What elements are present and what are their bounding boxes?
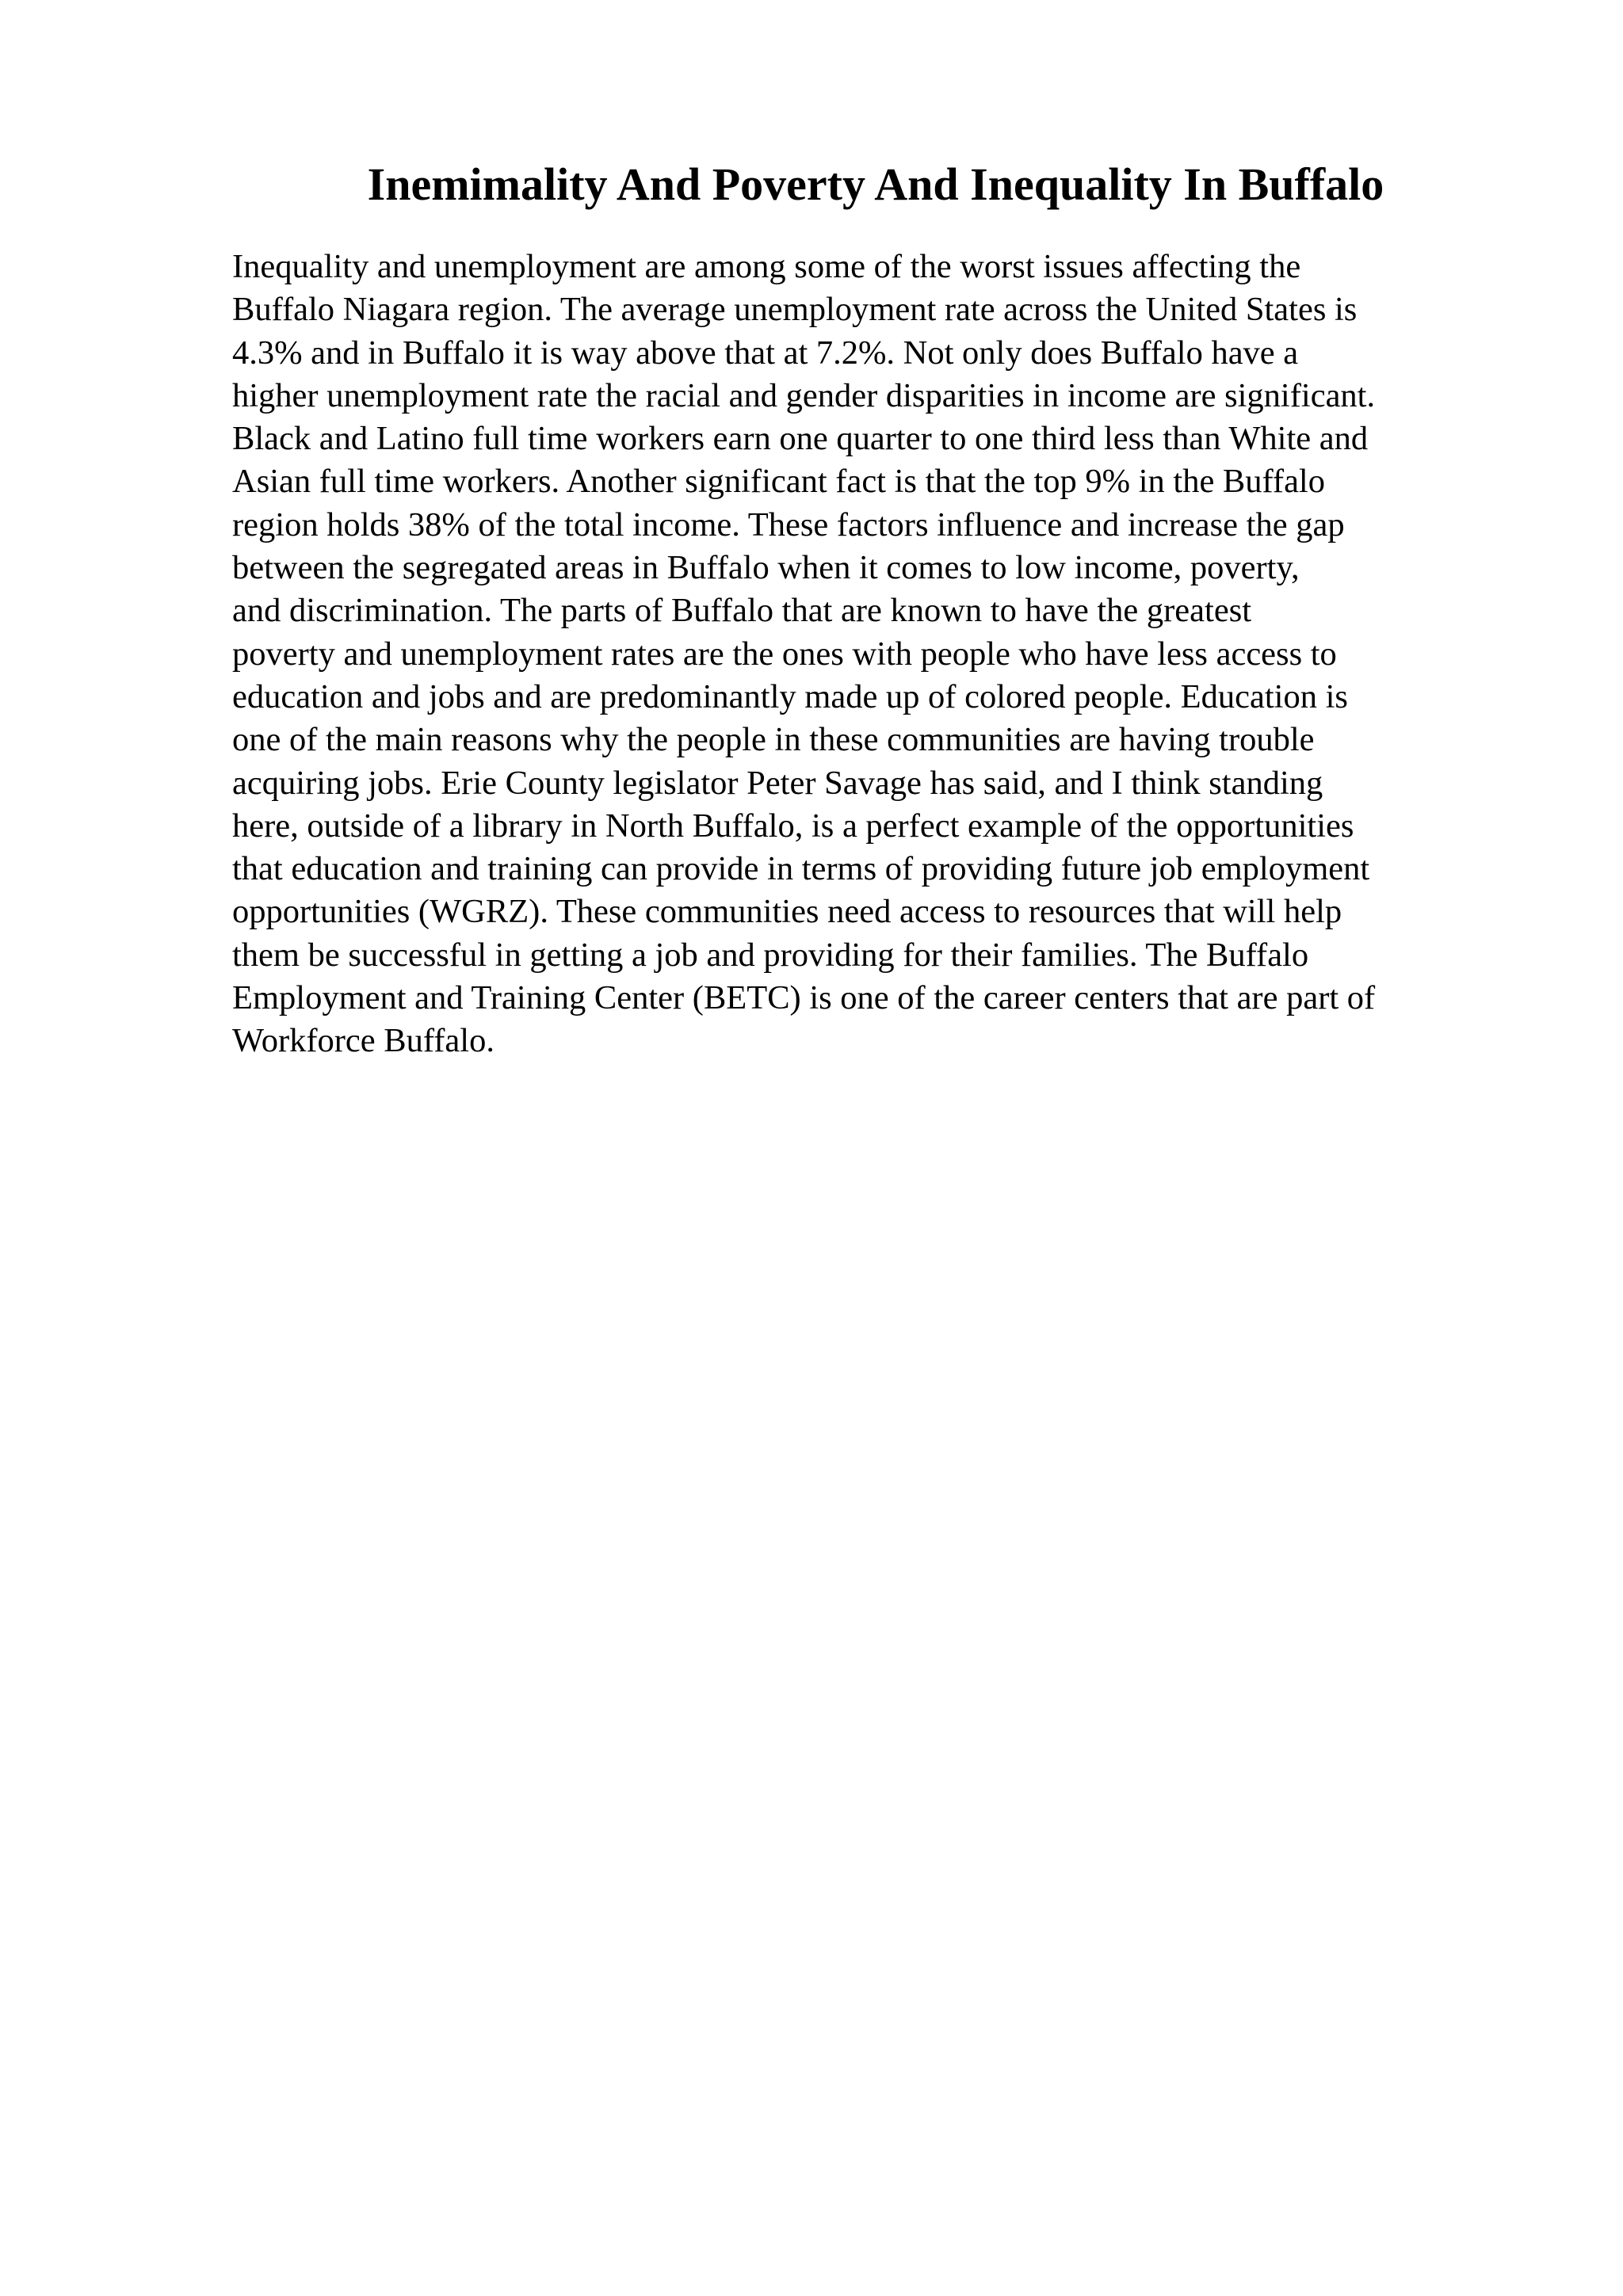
paragraph-line: one of the main reasons why the people in these communities are having trouble [232, 721, 1315, 759]
paragraph-line: Black and Latino full time workers earn one quarter to one third less than White and [232, 420, 1369, 458]
paragraph-line: that education and training can provide in terms of providing future job employment [232, 850, 1370, 888]
body-paragraph [232, 246, 1500, 1063]
paragraph-line: poverty and unemployment rates are the ones with people who have less access to [232, 635, 1337, 673]
paragraph-line: education and jobs and are predominantly made up of colored people. Education is [232, 677, 1348, 715]
paragraph-line: them be successful in getting a job and providing for their families. The Buffalo [232, 936, 1309, 974]
paragraph-line: here, outside of a library in North Buffalo, is a perfect example of the opportunities [232, 807, 1354, 845]
paragraph-line: higher unemployment rate the racial and gender disparities in income are significant. [232, 376, 1376, 414]
paragraph-line: and discrimination. The parts of Buffalo that are known to have the greatest [232, 592, 1252, 630]
paragraph-line: 4.3% and in Buffalo it is way above that at 7.2%. Not only does Buffalo have a [232, 334, 1299, 372]
document-title: Inemimality And Poverty And Inequality In Buffalo [367, 158, 1384, 210]
paragraph-line: Buffalo Niagara region. The average unemployment rate across the United States is [232, 291, 1358, 329]
paragraph-line: between the segregated areas in Buffalo when it comes to low income, poverty, [232, 549, 1300, 587]
paragraph-line: region holds 38% of the total income. These factors influence and increase the gap [232, 505, 1345, 543]
paragraph-line: Employment and Training Center (BETC) is one of the career centers that are part of [232, 979, 1376, 1017]
paragraph-line: Asian full time workers. Another significant fact is that the top 9% in the Buffalo [232, 463, 1325, 501]
paragraph-line: opportunities (WGRZ). These communities need access to resources that will help [232, 893, 1342, 931]
paragraph-line: Inequality and unemployment are among some of the worst issues affecting the [232, 248, 1301, 285]
paragraph-line: acquiring jobs. Erie County legislator Peter Savage has said, and I think standing [232, 764, 1323, 802]
paragraph-line: Workforce Buffalo. [232, 1022, 495, 1060]
